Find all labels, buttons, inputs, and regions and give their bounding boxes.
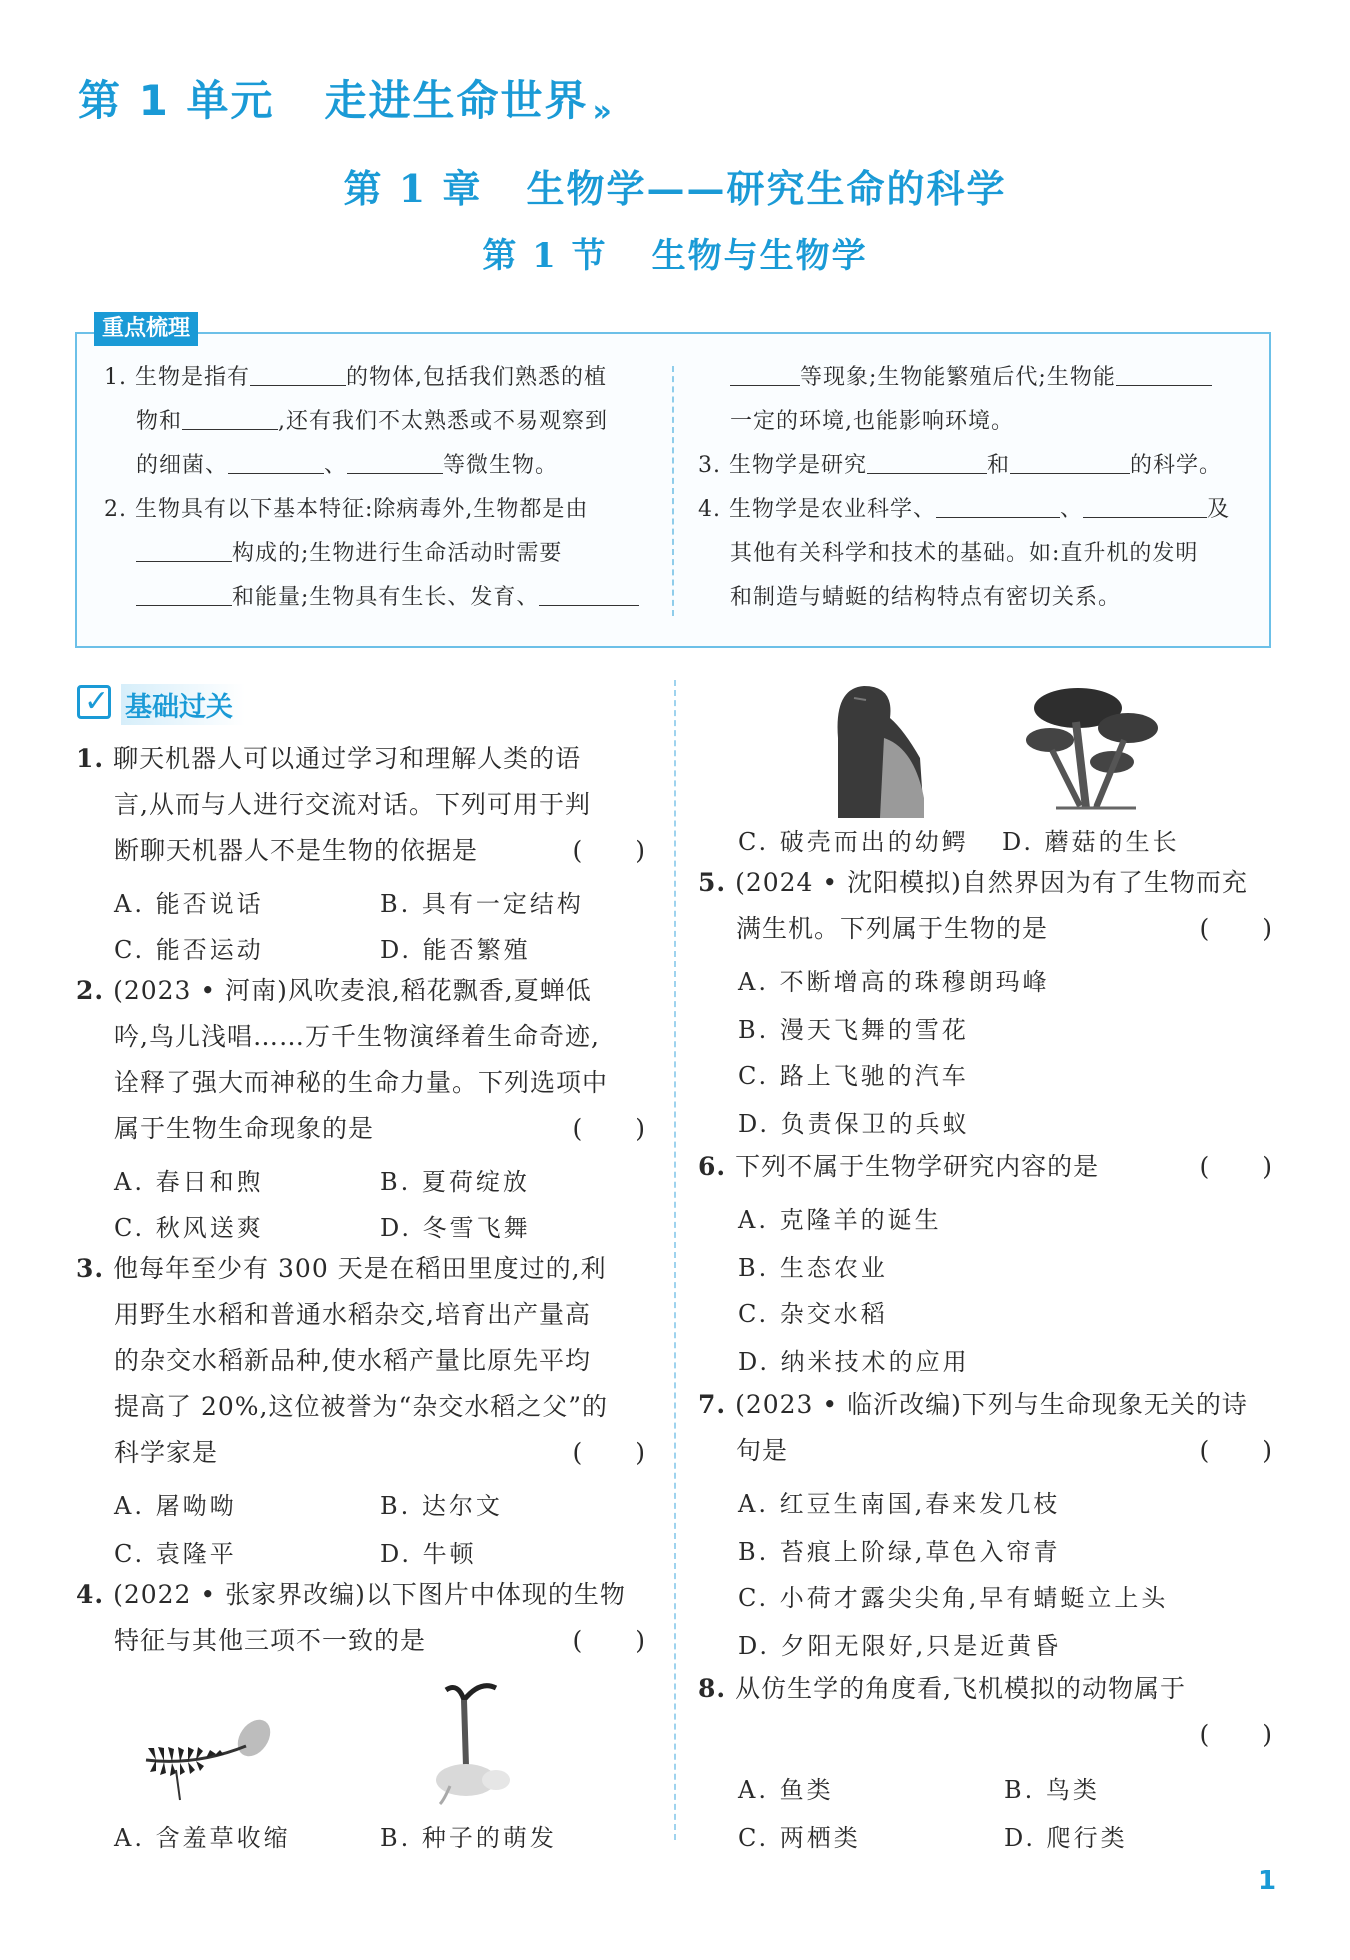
answer-paren[interactable]: ( ) [1199,1436,1273,1465]
summary-text: 物和 [136,409,183,434]
summary-text: 和能量;生物具有生长、发育、 [232,585,540,610]
double-chevron-icon: » [592,94,614,129]
question-text: 句是 [736,1436,789,1465]
option-c[interactable]: C. 破壳而出的幼鳄 [738,828,969,856]
summary-text: 2. 生物具有以下基本特征:除病毒外,生物都是由 [104,497,589,522]
question-number: 8. [698,1674,727,1703]
hatching-crocodile-image [824,678,934,818]
question-text: 满生机。下列属于生物的是 [736,914,1049,943]
option-d[interactable]: D. 能否繁殖 [380,936,531,964]
question-number: 3. [76,1254,105,1283]
summary-text: 构成的;生物进行生命活动时需要 [232,541,563,566]
answer-blank[interactable] [539,579,639,606]
summary-text: 的科学。 [1130,453,1223,478]
summary-text: 等微生物。 [443,453,559,478]
summary-text: 、 [324,453,348,478]
question-text: 提高了 20%,这位被誉为“杂交水稻之父”的 [114,1392,609,1421]
option-d[interactable]: D. 牛顿 [380,1540,477,1568]
chapter-title [0,158,1350,213]
section-label: 第 1 节 [482,236,608,276]
summary-text: 一定的环境,也能影响环境。 [730,409,1014,434]
option-c[interactable]: C. 小荷才露尖尖角,早有蜻蜓立上头 [738,1584,1169,1612]
answer-blank[interactable] [136,535,232,562]
option-a[interactable]: A. 屠呦呦 [114,1492,237,1520]
question-number: 6. [698,1152,727,1181]
unit-label: 第 1 单元 [78,76,275,125]
question-5 [698,860,1273,952]
summary-text: 的细菌、 [136,453,229,478]
summary-text: 的物体,包括我们熟悉的植 [345,365,607,390]
chapter-label: 第 1 章 [343,166,483,211]
option-d[interactable]: D. 冬雪飞舞 [380,1214,531,1242]
option-b[interactable]: B. 达尔文 [380,1492,503,1520]
basic-section-label: 基础过关 [121,684,245,725]
question-number: 1. [76,744,105,773]
question-2 [76,968,646,1152]
option-c[interactable]: C. 两栖类 [738,1824,861,1852]
option-a[interactable]: A. 含羞草收缩 [114,1824,291,1852]
question-text: 吟,鸟儿浅唱……万千生物演绎着生命奇迹, [114,1022,600,1051]
summary-text: 其他有关科学和技术的基础。如:直升机的发明 [730,541,1199,566]
summary-text: 、 [1059,497,1083,522]
option-d[interactable]: D. 负责保卫的兵蚁 [738,1110,970,1138]
option-b[interactable]: B. 具有一定结构 [380,890,584,918]
column-divider [674,680,676,1840]
answer-blank[interactable] [867,447,987,474]
option-b[interactable]: B. 漫天飞舞的雪花 [738,1016,969,1044]
question-text: (2023 • 河南)风吹麦浪,稻花飘香,夏蝉低 [113,976,592,1005]
question-text: (2022 • 张家界改编)以下图片中体现的生物 [113,1580,626,1609]
option-b[interactable]: B. 种子的萌发 [380,1824,557,1852]
option-c[interactable]: C. 能否运动 [114,936,264,964]
option-c[interactable]: C. 袁隆平 [114,1540,237,1568]
answer-blank[interactable] [228,447,324,474]
basic-section-header [77,682,277,726]
option-a[interactable]: A. 春日和煦 [114,1168,264,1196]
question-text: 诠释了强大而神秘的生命力量。下列选项中 [114,1068,609,1097]
answer-blank[interactable] [730,359,800,386]
option-d[interactable]: D. 纳米技术的应用 [738,1348,970,1376]
option-c[interactable]: C. 路上飞驰的汽车 [738,1062,969,1090]
question-text: 从仿生学的角度看,飞机模拟的动物属于 [735,1674,1187,1703]
answer-blank[interactable] [347,447,443,474]
question-text: 聊天机器人可以通过学习和理解人类的语 [113,744,582,773]
question-text: (2024 • 沈阳模拟)自然界因为有了生物而充 [735,868,1248,897]
summary-text: 1. 生物是指有 [104,365,250,390]
summary-divider [672,366,674,616]
summary-text: 及 [1207,497,1231,522]
answer-paren[interactable]: ( ) [572,1626,646,1655]
page-number: 1 [1258,1866,1277,1896]
question-text: 他每年至少有 300 天是在稻田里度过的,利 [113,1254,607,1283]
option-b[interactable]: B. 苔痕上阶绿,草色入帘青 [738,1538,1061,1566]
question-text: 言,从而与人进行交流对话。下列可用于判 [114,790,591,819]
option-d[interactable]: D. 夕阳无限好,只是近黄昏 [738,1632,1062,1660]
seedling-image [410,1676,520,1806]
mushroom-image [1016,682,1166,812]
summary-text: 3. 生物学是研究 [698,453,867,478]
question-number: 2. [76,976,105,1005]
question-text: (2023 • 临沂改编)下列与生命现象无关的诗 [735,1390,1248,1419]
answer-paren[interactable]: ( ) [1199,1152,1273,1181]
option-b[interactable]: B. 夏荷绽放 [380,1168,530,1196]
question-1 [76,736,646,874]
check-icon: ✓ [77,685,111,719]
summary-text: 和 [986,453,1010,478]
answer-blank[interactable] [136,579,232,606]
answer-paren[interactable]: ( ) [572,1438,646,1467]
answer-blank[interactable] [1010,447,1130,474]
summary-right-column [698,356,1230,620]
summary-text: 4. 生物学是农业科学、 [698,497,936,522]
question-7 [698,1382,1273,1474]
section-name: 生物与生物学 [651,236,868,276]
question-text: 特征与其他三项不一致的是 [114,1626,427,1655]
answer-paren[interactable]: ( ) [572,1114,646,1143]
section-title [0,228,1350,277]
summary-text: 和制造与蜻蜓的结构特点有密切关系。 [730,585,1122,610]
unit-title [78,68,614,129]
summary-left-column [104,356,639,620]
option-c[interactable]: C. 杂交水稻 [738,1300,888,1328]
option-b[interactable]: B. 生态农业 [738,1254,888,1282]
question-text: 断聊天机器人不是生物的依据是 [114,836,479,865]
option-a[interactable]: A. 能否说话 [114,890,264,918]
option-a[interactable]: A. 红豆生南国,春来发几枝 [738,1490,1061,1518]
question-number: 7. [698,1390,727,1419]
summary-text: 等现象;生物能繁殖后代;生物能 [800,365,1116,390]
answer-blank[interactable] [936,491,1060,518]
summary-tag: 重点梳理 [94,312,198,346]
question-3 [76,1246,646,1476]
answer-blank[interactable] [1116,359,1212,386]
answer-blank[interactable] [250,359,346,386]
question-number: 4. [76,1580,105,1609]
question-text: 下列不属于生物学研究内容的是 [735,1152,1100,1181]
answer-paren[interactable]: ( ) [572,836,646,865]
chapter-name: 生物学——研究生命的科学 [526,166,1007,211]
question-4 [76,1572,646,1664]
option-a[interactable]: A. 不断增高的珠穆朗玛峰 [738,968,1050,996]
option-b[interactable]: B. 鸟类 [1004,1776,1100,1804]
unit-name: 走进生命世界 [324,76,589,125]
option-a[interactable]: A. 克隆羊的诞生 [738,1206,942,1234]
question-text: 属于生物生命现象的是 [114,1114,375,1143]
option-a[interactable]: A. 鱼类 [738,1776,834,1804]
mimosa-image [136,1716,286,1806]
question-text: 科学家是 [114,1438,219,1467]
question-8 [698,1666,1273,1758]
question-number: 5. [698,868,727,897]
question-6 [698,1144,1273,1190]
option-d[interactable]: D. 爬行类 [1004,1824,1128,1852]
answer-paren[interactable]: ( ) [1199,914,1273,943]
answer-blank[interactable] [1083,491,1207,518]
question-text: 用野生水稻和普通水稻杂交,培育出产量高 [114,1300,591,1329]
summary-text: ,还有我们不太熟悉或不易观察到 [278,409,609,434]
option-c[interactable]: C. 秋风送爽 [114,1214,264,1242]
answer-blank[interactable] [182,403,278,430]
answer-paren[interactable]: ( ) [1199,1720,1273,1749]
option-d[interactable]: D. 蘑菇的生长 [1002,828,1180,856]
question-text: 的杂交水稻新品种,使水稻产量比原先平均 [114,1346,591,1375]
